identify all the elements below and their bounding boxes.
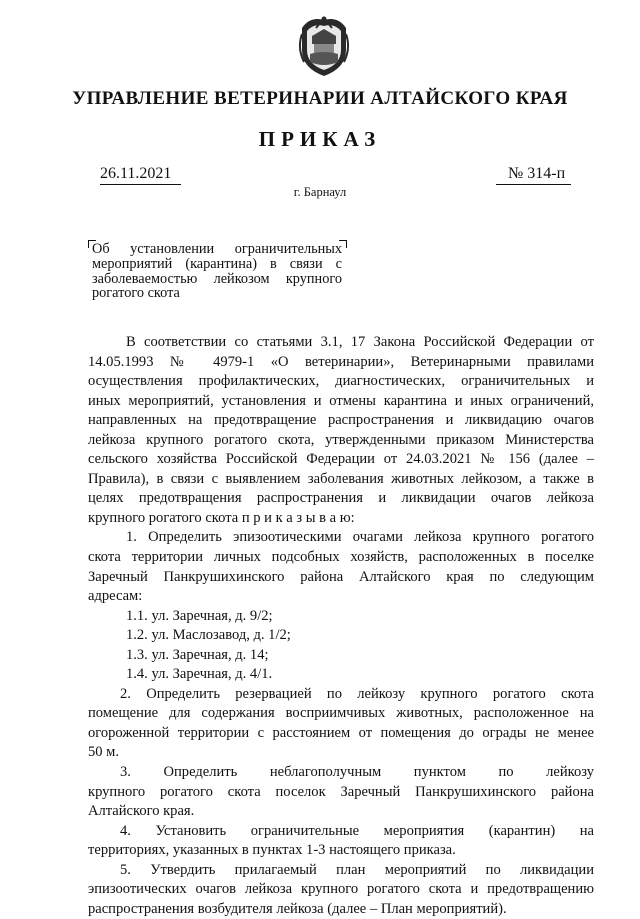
subject-line: заболеваемостью лейкозом крупного [92,270,342,287]
body-line: крупного рогатого скота поселок Заречный Панкрушихинского района [88,783,594,800]
body-line: огороженной территории с расстоянием от помещения до ограды не менее [88,724,594,741]
body-line: Заречный Панкрушихинского района Алтайского края по следующим [88,568,594,585]
document-subject [92,242,342,301]
body-line: целях предотвращения распространения и ликвидации очагов лейкоза [88,490,594,507]
body-line: 14.05.1993 № 4979-1 «О ветеринарии», Ветеринарными правилами [88,353,594,370]
body-line: 2. Определить резервацией по лейкозу крупного рогатого скота [120,685,594,702]
body-line: 1.1. ул. Заречная, д. 9/2; [126,607,273,624]
body-line: территориях, указанных в пунктах 1-3 настоящего приказа. [88,842,456,859]
body-line: осуществления профилактических, диагностических, ограничительных и [88,373,594,390]
body-line: 5. Утвердить прилагаемый план мероприятий по ликвидации [120,861,594,878]
body-line: сельского хозяйства Российской Федерации от 24.03.2021 № 156 (далее – [88,451,594,468]
body-line: Правила), в связи с выявлением заболевания животных лейкозом, а также в [88,470,594,487]
body-line: крупного рогатого скота п р и к а з ы в а ю: [88,509,355,526]
body-line: 1. Определить эпизоотическими очагами лейкоза крупного рогатого [126,529,594,546]
body-line: 1.4. ул. Заречная, д. 4/1. [126,666,273,683]
body-line: В соответствии со статьями 3.1, 17 Закона Российской Федерации от [126,334,594,350]
document-body [88,333,594,919]
document-number: № 314-п [496,164,571,185]
body-line: 1.2. ул. Маслозавод, д. 1/2; [126,627,291,644]
body-line: иных мероприятий, установления и отмены карантина и иных ограничений, [88,392,594,409]
coat-of-arms-icon [296,14,352,78]
document-type: ПРИКАЗ [258,127,382,151]
subject-line: рогатого скота [92,285,180,302]
body-line: помещение для содержания восприимчивых животных, расположенное на [88,705,594,722]
subject-line: мероприятий (карантина) в связи с [92,255,342,272]
document-date: 26.11.2021 [100,164,181,185]
body-line: 3. Определить неблагополучным пунктом по лейкозу [120,764,594,781]
document-city: г. Барнаул [293,185,347,199]
subject-line: Об установлении ограничительных [92,241,342,257]
body-line: скота территории личных подсобных хозяйств, расположенных в поселке [88,549,594,566]
body-line: 50 м. [88,744,120,761]
body-line: 4. Установить ограничительные мероприятия (карантин) на [120,822,594,839]
body-line: 1.3. ул. Заречная, д. 14; [126,646,269,663]
organization-title: УПРАВЛЕНИЕ ВЕТЕРИНАРИИ АЛТАЙСКОГО КРАЯ [72,88,568,109]
body-line: Алтайского края. [88,803,195,820]
body-line: направленных на предотвращение распространения и ликвидацию очагов [88,412,594,429]
body-line: эпизоотических очагов лейкоза крупного рогатого скота и предотвращению [88,881,594,898]
body-line: распространения возбудителя лейкоза (далее – План мероприятий). [88,900,507,917]
body-line: адресам: [88,588,143,605]
body-line: лейкоза крупного рогатого скота, утвержденными приказом Министерства [88,431,594,448]
